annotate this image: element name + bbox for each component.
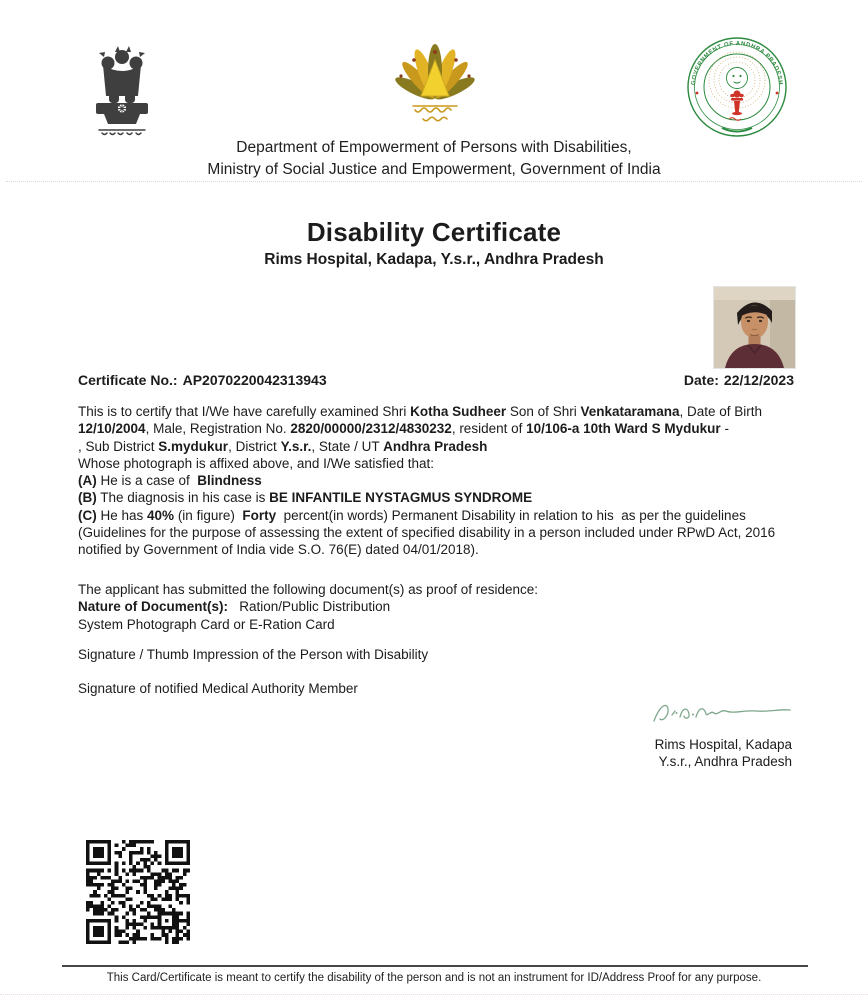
bottom-edge-divider [0, 994, 868, 995]
authority-signature-label: Signature of notified Medical Authority Member [78, 681, 358, 696]
footer-disclaimer: This Card/Certificate is meant to certify the disability of the person and is not an instrument for ID/Address Proof for any purpose. [106, 972, 762, 984]
page-title: Disability Certificate [306, 217, 562, 247]
footer-divider [62, 965, 808, 967]
residence-documents-paragraph: The applicant has submitted the following document(s) as proof of residence: Nature of Document(s): Ration/Public Distribution System Photograph Card or E-Ration Card [78, 582, 539, 632]
issuing-hospital-subtitle: Rims Hospital, Kadapa, Y.s.r., Andhra Pradesh [264, 251, 604, 268]
certificate-meta-row [78, 372, 794, 388]
certificate-date-value: 22/12/2023 [723, 372, 794, 388]
department-line-2: Ministry of Social Justice and Empowerment, Government of India [207, 160, 661, 178]
applicant-photo [714, 287, 795, 368]
certificate-number-label: Certificate No.: [78, 372, 178, 388]
qr-code [86, 840, 190, 944]
authority-address-line-1: Rims Hospital, Kadapa [654, 737, 792, 752]
india-state-emblem-icon [82, 44, 162, 140]
seal-ring-text: GOVERNMENT OF ANDHRA PRADESH [690, 40, 784, 86]
swavlamban-emblem-icon [385, 44, 485, 126]
authority-address-line-2: Y.s.r., Andhra Pradesh [658, 754, 792, 769]
certificate-number [78, 372, 327, 388]
certification-paragraph: This is to certify that I/We have carefully examined Shri Kotha Sudheer Son of Shri Venkataramana, Date of Birth 12/10/2004, Male, Registration No. 2820/00000/2312/4830232, resident of 10/106-a 10th Ward S Mydukur - , Sub District S.mydukur, District Y.s.r., State / UT Andhra Pradesh Whose photograph is affixed above, and I/We satisfied that: (A) He is a case of Blindness (B) The diagnosis in his case is BE INFANTILE NYSTAGMUS SYNDROME (C) He has 40% (in figure) Forty percent(in words) Permanent Disability in relation to his as per the guidelines (Guidelines for the purpose of assessing the extent of specified disability in a person included under RPwD Act, 2016 notified by Government of India vide S.O. 76(E) dated 04/01/2018). [78, 404, 776, 558]
authority-address [655, 736, 792, 770]
certificate-date-label: Date: [683, 372, 719, 388]
medical-authority-signature-icon [648, 697, 796, 731]
department-line-1: Department of Empowerment of Persons with Disabilities, [236, 139, 632, 156]
department-heading [0, 137, 868, 180]
certificate-date [684, 372, 794, 388]
andhra-pradesh-government-seal-icon [686, 36, 788, 138]
certificate-number-value: AP2070220042313943 [182, 372, 327, 388]
person-signature-label: Signature / Thumb Impression of the Person with Disability [78, 647, 429, 662]
header-divider [6, 181, 862, 182]
